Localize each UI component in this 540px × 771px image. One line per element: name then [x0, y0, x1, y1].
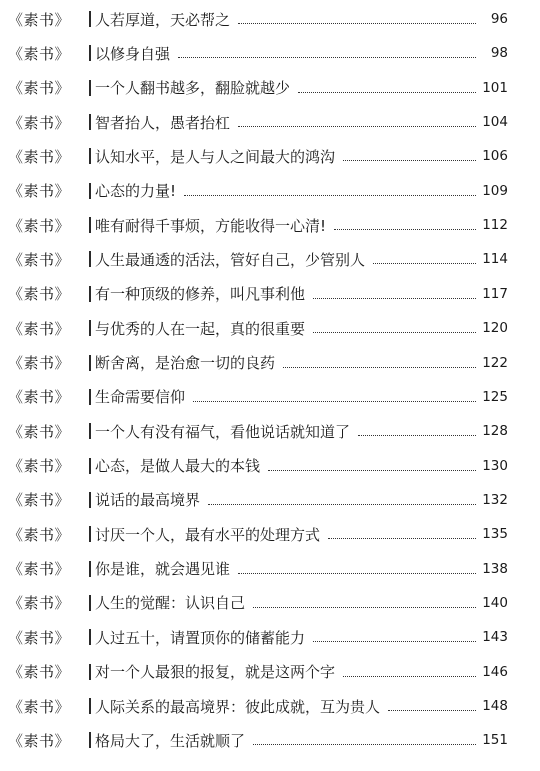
chapter-title: 人若厚道，天必帮之 [95, 9, 234, 30]
page-number: 109 [482, 182, 508, 199]
chapter-title: 你是谁，就会遇见谁 [95, 558, 234, 579]
book-name: 《素书》 [8, 216, 71, 235]
dot-leader [178, 57, 476, 58]
book-name: 《素书》 [8, 388, 71, 407]
chapter-title: 心态，是做人最大的本钱 [95, 455, 264, 476]
book-name: 《素书》 [8, 44, 71, 63]
book-name: 《素书》 [8, 285, 71, 304]
separator-bar [89, 389, 91, 405]
page-number: 112 [482, 217, 508, 234]
chapter-title: 说话的最高境界 [95, 489, 204, 510]
toc-entry[interactable] [0, 453, 540, 479]
toc-entry[interactable] [0, 727, 540, 753]
dot-leader [328, 538, 476, 539]
chapter-title: 人生最通透的活法，管好自己，少管别人 [95, 249, 369, 270]
dot-leader [184, 195, 476, 196]
separator-bar [89, 561, 91, 577]
separator-bar [89, 183, 91, 199]
book-name: 《素书》 [8, 422, 71, 441]
dot-leader [208, 504, 476, 505]
separator-bar [89, 355, 91, 371]
toc-entry[interactable] [0, 384, 540, 410]
book-name: 《素书》 [8, 491, 71, 510]
page-number: 101 [482, 79, 508, 96]
toc-entry[interactable] [0, 556, 540, 582]
chapter-title: 一个人翻书越多，翻脸就越少 [95, 77, 294, 98]
separator-bar [89, 217, 91, 233]
book-name: 《素书》 [8, 319, 71, 338]
page-number: 146 [482, 663, 508, 680]
separator-bar [89, 251, 91, 267]
dot-leader [298, 92, 476, 93]
dot-leader [343, 676, 476, 677]
dot-leader [358, 435, 476, 436]
book-name: 《素书》 [8, 560, 71, 579]
page-number: 98 [490, 45, 508, 62]
book-name: 《素书》 [8, 250, 71, 269]
dot-leader [253, 607, 476, 608]
chapter-title: 人过五十，请置顶你的储蓄能力 [95, 627, 309, 648]
separator-bar [89, 458, 91, 474]
dot-leader [313, 298, 476, 299]
toc-entry[interactable] [0, 315, 540, 341]
page-number: 143 [482, 629, 508, 646]
page-number: 135 [482, 526, 508, 543]
dot-leader [313, 332, 476, 333]
separator-bar [89, 45, 91, 61]
chapter-title: 一个人有没有福气，看他说话就知道了 [95, 421, 354, 442]
chapter-title: 与优秀的人在一起，真的很重要 [95, 318, 309, 339]
toc-entry[interactable] [0, 350, 540, 376]
page-number: 125 [482, 388, 508, 405]
chapter-title: 讨厌一个人，最有水平的处理方式 [95, 524, 324, 545]
book-name: 《素书》 [8, 731, 71, 750]
toc-entry[interactable] [0, 178, 540, 204]
book-name: 《素书》 [8, 663, 71, 682]
page-number: 140 [482, 594, 508, 611]
book-name: 《素书》 [8, 79, 71, 98]
dot-leader [238, 126, 476, 127]
page-number: 117 [482, 285, 508, 302]
page-number: 120 [482, 320, 508, 337]
chapter-title: 唯有耐得千事烦，方能收得一心清! [95, 215, 330, 236]
toc-entry[interactable] [0, 693, 540, 719]
page-number: 114 [482, 251, 508, 268]
separator-bar [89, 11, 91, 27]
chapter-title: 有一种顶级的修养，叫凡事利他 [95, 283, 309, 304]
separator-bar [89, 526, 91, 542]
dot-leader [283, 367, 476, 368]
dot-leader [253, 744, 476, 745]
toc-entry[interactable] [0, 6, 540, 32]
separator-bar [89, 80, 91, 96]
book-name: 《素书》 [8, 147, 71, 166]
chapter-title: 心态的力量! [95, 180, 180, 201]
page-number: 96 [490, 11, 508, 27]
page-number: 104 [482, 114, 508, 131]
page-number: 130 [482, 457, 508, 474]
book-name: 《素书》 [8, 10, 71, 29]
chapter-title: 认知水平，是人与人之间最大的鸿沟 [95, 146, 339, 167]
page-number: 128 [482, 423, 508, 440]
separator-bar [89, 423, 91, 439]
book-name: 《素书》 [8, 697, 71, 716]
page-number: 106 [482, 148, 508, 165]
separator-bar [89, 629, 91, 645]
toc-entry[interactable] [0, 281, 540, 307]
dot-leader [343, 160, 476, 161]
page-number: 132 [482, 491, 508, 508]
toc-entry[interactable] [0, 40, 540, 66]
book-name: 《素书》 [8, 354, 71, 372]
chapter-title: 对一个人最狠的报复，就是这两个字 [95, 661, 339, 682]
toc-entry[interactable] [0, 109, 540, 135]
chapter-title: 格局大了，生活就顺了 [95, 730, 249, 751]
toc-entry[interactable] [0, 487, 540, 513]
toc-entry[interactable] [0, 246, 540, 272]
dot-leader [193, 401, 476, 402]
page-number: 122 [482, 354, 508, 371]
toc-entry[interactable] [0, 624, 540, 650]
separator-bar [89, 492, 91, 508]
toc-entry[interactable] [0, 521, 540, 547]
book-name: 《素书》 [8, 628, 71, 647]
dot-leader [238, 23, 476, 24]
separator-bar [89, 664, 91, 680]
book-name: 《素书》 [8, 594, 71, 613]
separator-bar [89, 148, 91, 164]
chapter-title: 人际关系的最高境界：彼此成就，互为贵人 [95, 696, 384, 717]
page-number: 148 [482, 698, 508, 714]
chapter-title: 智者抬人，愚者抬杠 [95, 112, 234, 133]
dot-leader [388, 710, 476, 711]
book-name: 《素书》 [8, 182, 71, 201]
book-name: 《素书》 [8, 113, 71, 132]
dot-leader [268, 470, 476, 471]
separator-bar [89, 595, 91, 611]
chapter-title: 以修身自强 [95, 43, 174, 64]
chapter-title: 人生的觉醒：认识自己 [95, 592, 249, 613]
toc-entry[interactable] [0, 418, 540, 444]
dot-leader [373, 263, 476, 264]
book-name: 《素书》 [8, 457, 71, 476]
chapter-title: 生命需要信仰 [95, 386, 189, 407]
dot-leader [334, 229, 476, 230]
toc-entry[interactable] [0, 659, 540, 685]
toc-entry[interactable] [0, 143, 540, 169]
dot-leader [313, 641, 476, 642]
separator-bar [89, 286, 91, 302]
page-number: 151 [482, 732, 508, 749]
toc-entry[interactable] [0, 212, 540, 238]
toc-entry[interactable] [0, 75, 540, 101]
separator-bar [89, 698, 91, 714]
toc-entry[interactable] [0, 590, 540, 616]
separator-bar [89, 732, 91, 748]
dot-leader [238, 573, 476, 574]
separator-bar [89, 320, 91, 336]
separator-bar [89, 114, 91, 130]
chapter-title: 断舍离，是治愈一切的良药 [95, 352, 279, 373]
book-name: 《素书》 [8, 525, 71, 544]
page-number: 138 [482, 560, 508, 577]
